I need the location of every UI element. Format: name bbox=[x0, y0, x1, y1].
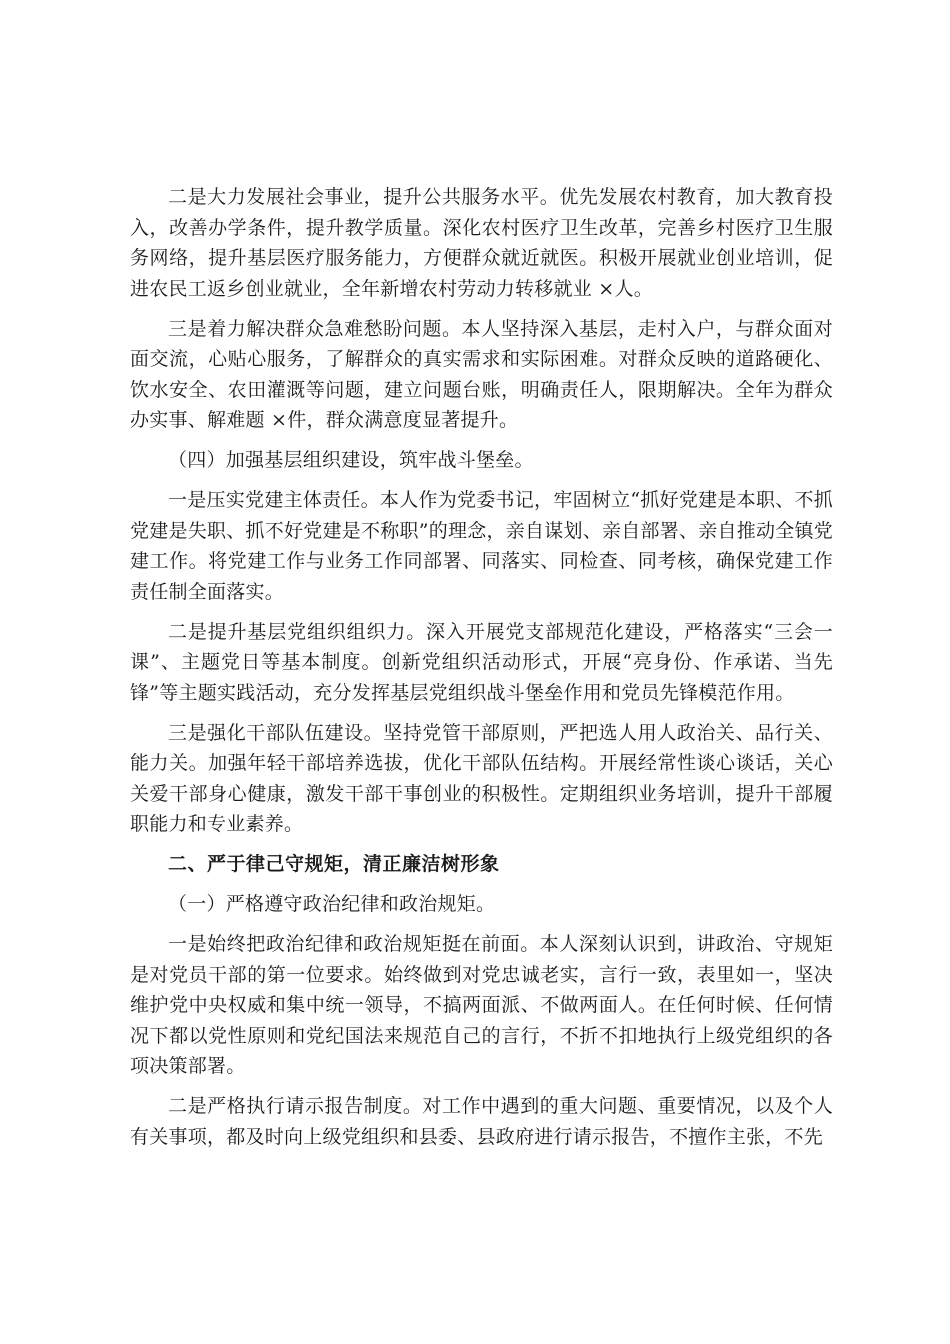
paragraph-political-rules-first: 一是始终把政治纪律和政治规矩挺在前面。本人深刻认识到，讲政治、守规矩是对党员干部的第一位要求。始终做到对党忠诚老实，言行一致，表里如一，坚决维护党中央权威和集中统一领导，不搞两面派、不做两面人。在任何时候、任何情况下都以党性原则和党纪国法来规范自己的言行，不折不扣地执行上级党组织的各项决策部署。 bbox=[130, 933, 833, 1077]
subheading-grassroots-organization: （四）加强基层组织建设，筑牢战斗堡垒。 bbox=[168, 449, 534, 471]
paragraph-organizational-capacity: 二是提升基层党组织组织力。深入开展党支部规范化建设，严格落实“三会一课”、主题党日等基本制度。创新党组织活动形式，开展“亮身份、作承诺、当先锋”等主题实践活动，充分发挥基层党组织战斗堡垒作用和党员先锋模范作用。 bbox=[130, 620, 833, 704]
paragraph-urgent-issues: 三是着力解决群众急难愁盼问题。本人坚持深入基层，走村入户，与群众面对面交流，心贴心服务，了解群众的真实需求和实际困难。对群众反映的道路硬化、饮水安全、农田灌溉等问题，建立问题台账，明确责任人，限期解决。全年为群众办实事、解难题 ×件，群众满意度显著提升。 bbox=[130, 317, 833, 431]
section-heading-self-discipline: 二、严于律己守规矩，清正廉洁树形象 bbox=[168, 853, 500, 875]
paragraph-social-undertakings: 二是大力发展社会事业，提升公共服务水平。优先发展农村教育，加大教育投入，改善办学条件，提升教学质量。深化农村医疗卫生改革，完善乡村医疗卫生服务网络，提升基层医疗服务能力，方便群众就近就医。积极开展就业创业培训，促进农民工返乡创业就业，全年新增农村劳动力转移就业 ×人。 bbox=[130, 186, 833, 300]
subheading-political-discipline: （一）严格遵守政治纪律和政治规矩。 bbox=[168, 893, 496, 915]
paragraph-cadre-team: 三是强化干部队伍建设。坚持党管干部原则，严把选人用人政治关、品行关、能力关。加强年轻干部培养选拔，优化干部队伍结构。开展经常性谈心谈话，关心关爱干部身心健康，激发干部干事创业的积极性。定期组织业务培训，提升干部履职能力和专业素养。 bbox=[130, 721, 833, 835]
paragraph-reporting-system: 二是严格执行请示报告制度。对工作中遇到的重大问题、重要情况，以及个人有关事项，都及时向上级党组织和县委、县政府进行请示报告，不擅作主张，不先 bbox=[130, 1095, 833, 1148]
document-body bbox=[130, 182, 833, 1162]
paragraph-party-responsibility: 一是压实党建主体责任。本人作为党委书记，牢固树立“抓好党建是本职、不抓党建是失职、抓不好党建是不称职”的理念，亲自谋划、亲自部署、亲自推动全镇党建工作。将党建工作与业务工作同部署、同落实、同检查、同考核，确保党建工作责任制全面落实。 bbox=[130, 489, 833, 603]
